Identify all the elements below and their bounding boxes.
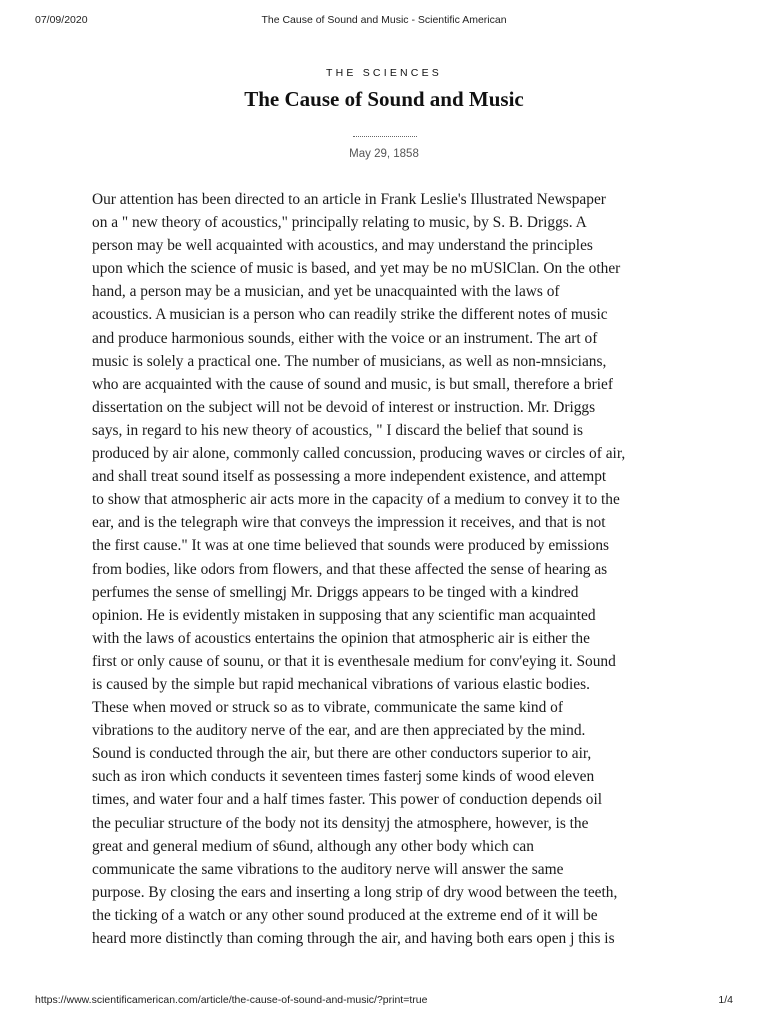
print-footer	[35, 994, 733, 1010]
article-body	[92, 188, 682, 950]
publication-date: May 29, 1858	[349, 148, 419, 160]
body-line: the peculiar structure of the body not its densityj the atmosphere, however, is the	[92, 814, 589, 832]
body-line: who are acquainted with the cause of sound and music, is but small, therefore a brief	[92, 375, 613, 393]
body-line: heard more distinctly than coming through the air, and having both ears open j this is	[92, 930, 615, 947]
body-line: person may be well acquainted with acoustics, and may understand the principles	[92, 237, 593, 255]
body-line: produced by air alone, commonly called concussion, producing waves or circles of air,	[92, 445, 626, 463]
body-line: first or only cause of sounu, or that it is eventhesale medium for conv'eying it. Sound	[92, 652, 616, 670]
section-label[interactable]: THE SCIENCES	[326, 67, 442, 79]
page-number: 1/4	[718, 994, 733, 1006]
title-divider	[353, 136, 417, 137]
body-line: with the laws of acoustics entertains the opinion that atmospheric air is either the	[92, 629, 590, 647]
print-date: 07/09/2020	[35, 14, 88, 26]
body-line: and shall treat sound itself as possessing a more independent existence, and attempt	[92, 468, 607, 486]
print-header	[35, 14, 733, 30]
body-line: These when moved or struck so as to vibrate, communicate the same kind of	[92, 699, 563, 717]
body-line: from bodies, like odors from flowers, and that these affected the sense of hearing as	[92, 560, 608, 578]
body-line: says, in regard to his new theory of acoustics, " I discard the belief that sound is	[92, 421, 583, 439]
body-line: purpose. By closing the ears and inserting a long strip of dry wood between the teeth,	[92, 883, 618, 901]
body-line: acoustics. A musician is a person who can readily strike the different notes of music	[92, 306, 608, 324]
body-line: to show that atmospheric air acts more in the capacity of a medium to convey it to the	[92, 491, 620, 509]
body-line: and produce harmonious sounds, either with the voice or an instrument. The art of	[92, 329, 598, 347]
body-line: hand, a person may be a musician, and yet be unacquainted with the laws of	[92, 283, 560, 301]
body-line: the ticking of a watch or any other sound produced at the extreme end of it will be	[92, 906, 598, 924]
body-line: dissertation on the subject will not be devoid of interest or instruction. Mr. Driggs	[92, 398, 596, 416]
body-line: perfumes the sense of smellingj Mr. Driggs appears to be tinged with a kindred	[92, 583, 579, 601]
body-line: music is solely a practical one. The number of musicians, as well as non-mnsicians,	[92, 352, 607, 370]
body-line: upon which the science of music is based, and yet may be no mUSlClan. On the other	[92, 260, 621, 278]
body-line: ear, and is the telegraph wire that conveys the impression it receives, and that is not	[92, 514, 606, 532]
body-line: great and general medium of s6und, although any other body which can	[92, 837, 534, 855]
body-line: Our attention has been directed to an article in Frank Leslie's Illustrated Newspaper	[92, 191, 606, 208]
body-line: on a " new theory of acoustics," principally relating to music, by S. B. Driggs. A	[92, 214, 587, 232]
body-line: the first cause." It was at one time believed that sounds were produced by emissions	[92, 537, 610, 555]
body-line: communicate the same vibrations to the auditory nerve will answer the same	[92, 860, 564, 878]
body-line: opinion. He is evidently mistaken in supposing that any scientific man acquainted	[92, 606, 596, 624]
body-line: is caused by the simple but rapid mechanical vibrations of various elastic bodies.	[92, 675, 590, 693]
print-url: https://www.scientificamerican.com/article/the-cause-of-sound-and-music/?print=true	[35, 994, 428, 1006]
print-page-title: The Cause of Sound and Music - Scientific American	[261, 14, 507, 26]
article-title: The Cause of Sound and Music	[244, 87, 524, 111]
body-line: such as iron which conducts it seventeen times fasterj some kinds of wood eleven	[92, 768, 595, 786]
body-line: Sound is conducted through the air, but there are other conductors superior to air,	[92, 745, 592, 763]
body-line: times, and water four and a half times faster. This power of conduction depends oil	[92, 791, 603, 809]
body-line: vibrations to the auditory nerve of the ear, and are then appreciated by the mind.	[92, 722, 586, 740]
